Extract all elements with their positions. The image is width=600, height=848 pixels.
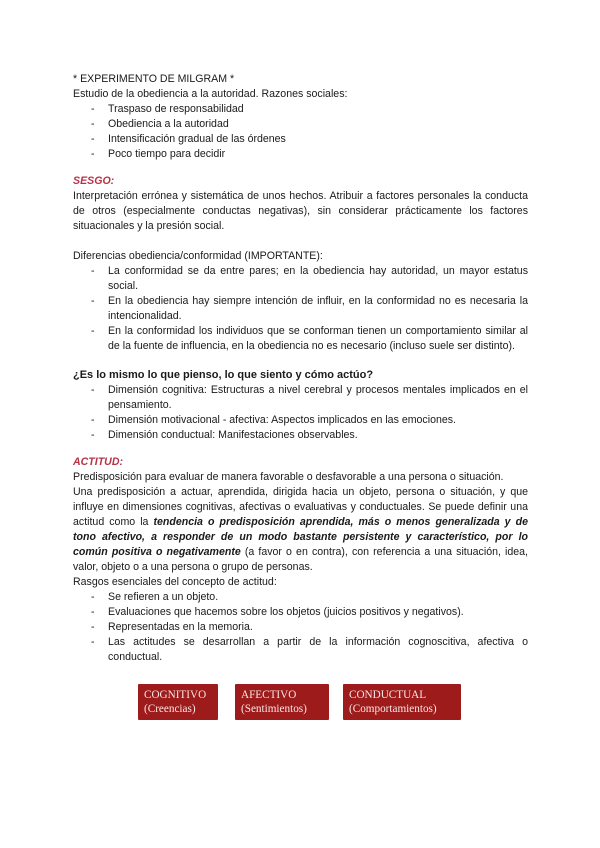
conductual-sub: (Comportamientos) [349,703,437,715]
afectivo-title: AFECTIVO [241,689,297,701]
list-item: - Dimensión motivacional - afectiva: Aspectos implicados en las emociones. [73,413,528,428]
afectivo-sub: (Sentimientos) [241,703,307,715]
list-item: - Las actitudes se desarrollan a partir de la información cognoscitiva, afectiva o conductual. [73,635,528,665]
list-item: - Evaluaciones que hacemos sobre los objetos (juicios positivos y negativos). [73,605,528,620]
milgram-list [73,102,528,162]
sesgo-section [73,174,528,234]
cognitivo-title: COGNITIVO [144,689,207,701]
actitud-definition: Predisposición para evaluar de manera favorable o desfavorable a una persona o situación. [73,471,504,483]
diferencias-list [73,264,528,354]
conductual-box [343,684,461,720]
spacer [73,234,528,249]
list-item: - Se refieren a un objeto. [73,590,528,605]
sesgo-text: Interpretación errónea y sistemática de unos hechos. Atribuir a factores personales la conducta de otros (especialmente conductas negativas), sin considerar prácticamente los factores situacionales y la presión social. [73,190,528,232]
diferencias-intro: Diferencias obediencia/conformidad (IMPORTANTE): [73,250,323,262]
sesgo-heading: SESGO: [73,175,115,187]
actitud-text-start: Una predisposición a actuar, aprendida, dirigida hacia un objeto, persona o situación, y que influye en dimensiones cognitivas, afectivas o evaluativas y conductuales. Se puede definir una actitud como la [73,486,528,528]
list-item: - Poco tiempo para decidir [73,147,528,162]
actitud-text-end: (a favor o en contra), con referencia a una situación, idea, valor, objeto o a una persona o grupo de personas. [73,546,528,573]
list-item: - Traspaso de responsabilidad [73,102,528,117]
milgram-intro: Estudio de la obediencia a la autoridad. Razones sociales: [73,88,348,100]
actitud-heading: ACTITUD: [73,456,124,468]
list-item: - Intensificación gradual de las órdenes [73,132,528,147]
actitud-section [73,455,528,665]
list-item: - Obediencia a la autoridad [73,117,528,132]
actitud-emphasis: tendencia o predisposición aprendida, más o menos generalizada y de tono afectivo, a responder de un modo bastante persistente y característico, por lo común positiva o negativamente [73,516,528,558]
diferencias-section [73,249,528,354]
pregunta-section [73,368,528,443]
list-item: - Dimensión conductual: Manifestaciones observables. [73,428,528,443]
cognitivo-sub: (Creencias) [144,703,196,715]
rasgos-list [73,590,528,665]
milgram-title: * EXPERIMENTO DE MILGRAM * [73,73,235,85]
list-item: - En la conformidad los individuos que se conforman tienen un comportamiento similar al de la fuente de influencia, en la obediencia no es necesario (incluso suele ser distinto). [73,324,528,354]
actitud-paragraph [73,485,528,575]
list-item: - En la obediencia hay siempre intención de influir, en la conformidad no es necesaria la intencionalidad. [73,294,528,324]
list-item: - Dimensión cognitiva: Estructuras a nivel cerebral y procesos mentales implicados en el pensamiento. [73,383,528,413]
list-item: - La conformidad se da entre pares; en la obediencia hay autoridad, un mayor estatus social. [73,264,528,294]
pregunta-heading: ¿Es lo mismo lo que pienso, lo que siento y cómo actúo? [73,369,374,381]
list-item: - Representadas en la memoria. [73,620,528,635]
conductual-title: CONDUCTUAL [349,689,427,701]
dimensiones-list [73,383,528,443]
afectivo-box [235,684,329,720]
cognitivo-box [138,684,218,720]
milgram-section [73,72,528,162]
rasgos-intro: Rasgos esenciales del concepto de actitud: [73,576,277,588]
document-content [73,72,528,665]
